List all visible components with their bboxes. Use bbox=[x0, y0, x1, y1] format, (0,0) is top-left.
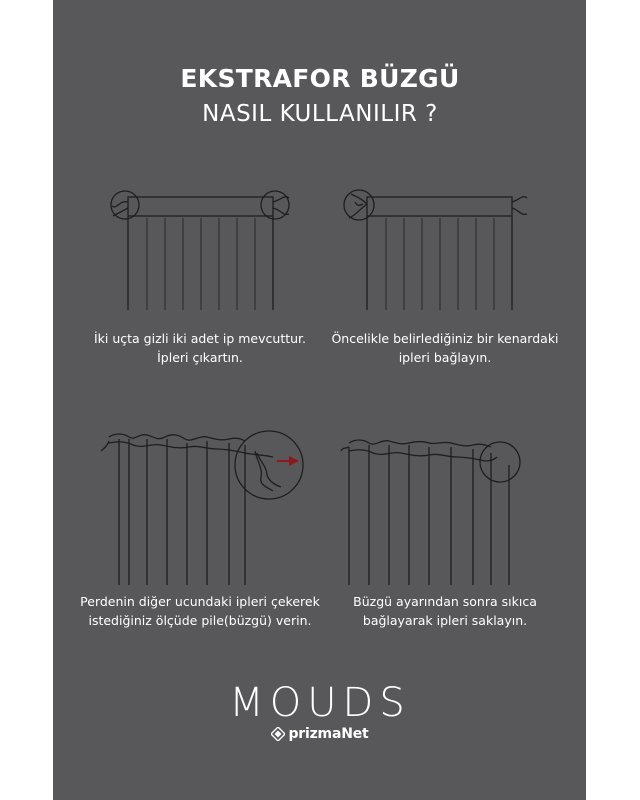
step-4-line-1: Büzgü ayarından sonra sıkıca bbox=[353, 594, 537, 609]
step-2-line-1: Öncelikle belirlediğiniz bir kenardaki bbox=[331, 331, 559, 346]
page-title: EKSTRAFOR BÜZGÜ bbox=[180, 64, 460, 93]
step-2-line-2: ipleri bağlayın. bbox=[398, 350, 492, 365]
prizmanet-logo bbox=[0, 726, 640, 742]
step-3-line-1: Perdenin diğer ucundaki ipleri çekerek bbox=[80, 594, 320, 609]
step-1-line-1: İki uçta gizli iki adet ip mevcuttur. bbox=[93, 331, 307, 346]
mouds-logo: MOUDS bbox=[229, 680, 411, 726]
step-4-line-2: bağlayarak ipleri saklayın. bbox=[362, 613, 528, 628]
illustration-step-3 bbox=[95, 425, 315, 590]
step-2-caption bbox=[310, 329, 580, 367]
prizmanet-logo-icon bbox=[271, 727, 285, 741]
step-4-caption bbox=[315, 592, 575, 630]
step-1-line-2: İpleri çıkartın. bbox=[157, 350, 243, 365]
step-3-caption bbox=[65, 592, 335, 630]
step-1-caption bbox=[70, 329, 330, 367]
illustration-step-1 bbox=[95, 180, 305, 320]
page-subtitle: NASIL KULLANILIR ? bbox=[202, 101, 438, 127]
step-3-line-2: istediğiniz ölçüde pile(büzgü) verin. bbox=[88, 613, 312, 628]
brand-block bbox=[0, 680, 640, 742]
prizmanet-text: prizmaNet bbox=[288, 726, 369, 742]
illustration-step-4 bbox=[335, 425, 555, 590]
illustration-step-2 bbox=[335, 180, 545, 320]
